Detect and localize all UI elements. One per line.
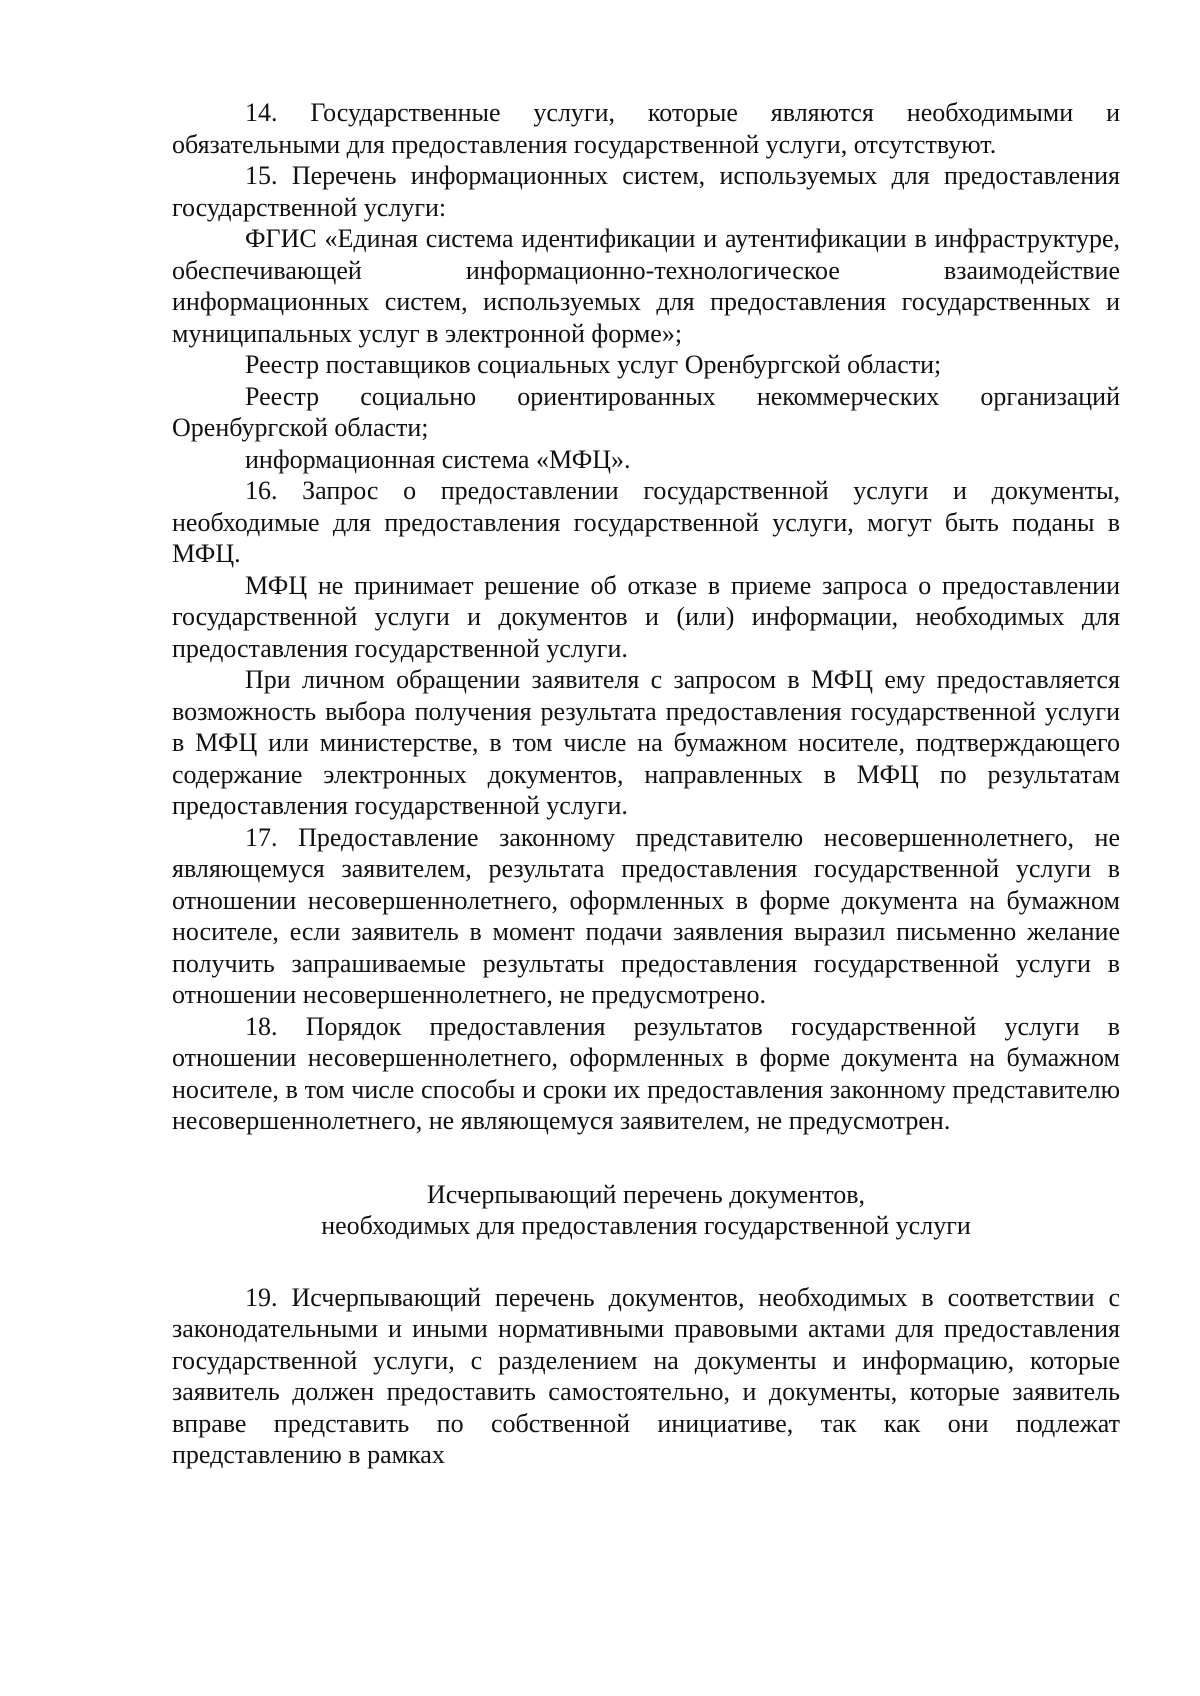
paragraph-16-personal-visit: При личном обращении заявителя с запросом в МФЦ ему предоставляется возможность выбора получения результата предоставления государственной услуги в МФЦ или министерстве, в том числе на бумажном носителе, подтверждающего содержание электронных документов, направленных в МФЦ по результатам предоставления государственной услуги. xyxy=(172,665,1120,820)
paragraph-19: 19. Исчерпывающий перечень документов, необходимых в соответствии с законодательными и иными нормативными правовыми актами для предоставления государственной услуги, с разделением на документы и информацию, которые заявитель должен предоставить самостоятельно, и документы, которые заявитель вправе представить по собственной инициативе, так как они подлежат представлению в рамках xyxy=(172,1282,1120,1469)
list-item-nko-registry: Реестр социально ориентированных некоммерческих организаций Оренбургской области; xyxy=(172,381,1120,442)
paragraph-18: 18. Порядок предоставления результатов государственной услуги в отношении несовершеннолетнего, оформленных в форме документа на бумажном носителе, в том числе способы и сроки их предоставления законному представителю несовершеннолетнего, не являющемуся заявителем, не предусмотрен. xyxy=(172,1011,1120,1135)
document-body xyxy=(172,97,1120,1471)
paragraph-17: 17. Предоставление законному представителю несовершеннолетнего, не являющемуся заявителем, результата предоставления государственной услуги в отношении несовершеннолетнего, оформленных в форме документа на бумажном носителе, если заявитель в момент подачи заявления выразил письменно желание получить запрашиваемые результаты предоставления государственной услуги в отношении несовершеннолетнего, не предусмотрено. xyxy=(172,822,1120,1009)
paragraph-15: 15. Перечень информационных систем, используемых для предоставления государственной услуги: xyxy=(172,161,1120,222)
list-item-mfc-system: информационная система «МФЦ». xyxy=(245,444,631,474)
list-item-esia: ФГИС «Единая система идентификации и аутентификации в инфраструктуре, обеспечивающей информационно-технологическое взаимодействие информационных систем, используемых для предоставления государственных и муниципальных услуг в электронной форме»; xyxy=(172,224,1120,348)
section-heading xyxy=(172,1179,1120,1242)
paragraph-16: 16. Запрос о предоставлении государственной услуги и документы, необходимые для предоставления государственной услуги, могут быть поданы в МФЦ. xyxy=(172,476,1120,568)
paragraph-14: 14. Государственные услуги, которые являются необходимыми и обязательными для предоставления государственной услуги, отсутствуют. xyxy=(172,98,1120,159)
section-heading-line-1: Исчерпывающий перечень документов, xyxy=(426,1179,866,1209)
paragraph-16-mfc-refusal: МФЦ не принимает решение об отказе в приеме запроса о предоставлении государственной услуги и документов и (или) информации, необходимых для предоставления государственной услуги. xyxy=(172,570,1120,663)
section-heading-line-2: необходимых для предоставления государственной услуги xyxy=(321,1211,971,1240)
list-item-providers-registry: Реестр поставщиков социальных услуг Оренбургской области; xyxy=(245,350,942,379)
